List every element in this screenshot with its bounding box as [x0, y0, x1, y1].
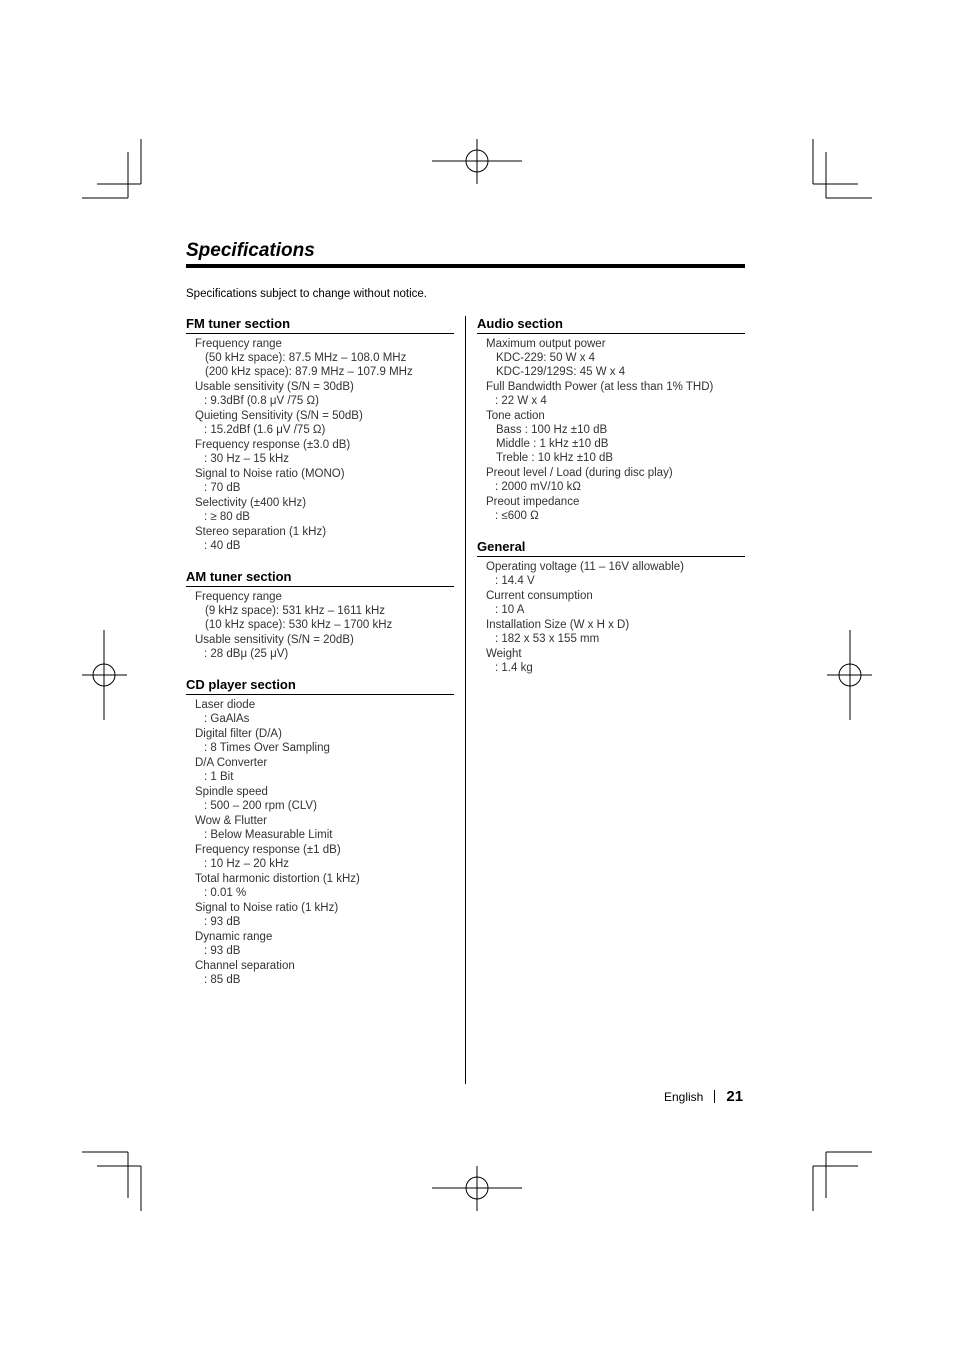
spec-label: Installation Size (W x H x D)	[486, 619, 630, 631]
spec-value: : 0.01 %	[204, 887, 247, 899]
spec-value: : 30 Hz – 15 kHz	[204, 453, 290, 465]
section-heading: FM tuner section	[186, 316, 454, 334]
spec-entry	[486, 495, 745, 523]
spec-label: Signal to Noise ratio (MONO)	[195, 468, 345, 480]
spec-label: Preout impedance	[486, 496, 580, 508]
spec-entry	[195, 438, 454, 466]
spec-value: : 22 W x 4	[495, 395, 547, 407]
spec-list	[477, 334, 745, 523]
column-divider	[465, 316, 466, 1084]
section-heading: General	[477, 539, 745, 557]
spec-label: D/A Converter	[195, 757, 268, 769]
spec-label: Frequency range	[195, 338, 282, 350]
spec-label: Channel separation	[195, 960, 295, 972]
spec-entry	[486, 618, 745, 646]
spec-label: Laser diode	[195, 699, 256, 711]
spec-value: : 14.4 V	[495, 575, 535, 587]
spec-entry	[486, 409, 745, 465]
spec-value: : 1 Bit	[204, 771, 234, 783]
spec-value: KDC-229: 50 W x 4	[496, 352, 596, 364]
spec-label: Usable sensitivity (S/N = 30dB)	[195, 381, 354, 393]
spec-label: Frequency response (±1 dB)	[195, 844, 341, 856]
page-title: Specifications	[186, 240, 315, 261]
spec-label: Usable sensitivity (S/N = 20dB)	[195, 634, 354, 646]
spec-value: (50 kHz space): 87.5 MHz – 108.0 MHz	[205, 352, 407, 364]
right-column	[477, 316, 745, 691]
spec-value: : 2000 mV/10 kΩ	[495, 481, 581, 493]
spec-label: Total harmonic distortion (1 kHz)	[195, 873, 360, 885]
spec-label: Stereo separation (1 kHz)	[195, 526, 327, 538]
spec-label: Tone action	[486, 410, 545, 422]
spec-entry	[195, 843, 454, 871]
spec-value: Bass : 100 Hz ±10 dB	[496, 424, 608, 436]
spec-entry	[195, 872, 454, 900]
spec-label: Digital filter (D/A)	[195, 728, 282, 740]
spec-value: : 9.3dBf (0.8 μV /75 Ω)	[204, 395, 319, 407]
spec-entry	[195, 337, 454, 379]
spec-entry	[195, 467, 454, 495]
spec-label: Selectivity (±400 kHz)	[195, 497, 307, 509]
spec-value: : 28 dBμ (25 μV)	[204, 648, 289, 660]
section-heading: Audio section	[477, 316, 745, 334]
spec-entry	[486, 466, 745, 494]
spec-entry	[195, 525, 454, 553]
spec-value: (10 kHz space): 530 kHz – 1700 kHz	[205, 619, 393, 631]
spec-value: : ≤600 Ω	[495, 510, 539, 522]
spec-value: (9 kHz space): 531 kHz – 1611 kHz	[205, 605, 386, 617]
spec-list	[186, 587, 454, 661]
spec-value: : 1.4 kg	[495, 662, 533, 674]
spec-label: Current consumption	[486, 590, 593, 602]
spec-value: : 40 dB	[204, 540, 241, 552]
spec-label: Preout level / Load (during disc play)	[486, 467, 673, 479]
spec-value: Treble : 10 kHz ±10 dB	[496, 452, 614, 464]
left-column	[186, 316, 454, 1003]
spec-label: Dynamic range	[195, 931, 273, 943]
spec-value: : Below Measurable Limit	[204, 829, 333, 841]
spec-label: Operating voltage (11 – 16V allowable)	[486, 561, 684, 573]
spec-value: KDC-129/129S: 45 W x 4	[496, 366, 626, 378]
spec-value: : 8 Times Over Sampling	[204, 742, 330, 754]
footer-separator	[714, 1090, 715, 1103]
spec-entry	[195, 727, 454, 755]
spec-value: (200 kHz space): 87.9 MHz – 107.9 MHz	[205, 366, 413, 378]
spec-entry	[195, 785, 454, 813]
spec-value: : 70 dB	[204, 482, 241, 494]
change-notice: Specifications subject to change without notice.	[186, 288, 428, 300]
spec-entry	[195, 496, 454, 524]
title-rule	[186, 264, 745, 268]
footer-language: English	[664, 1090, 704, 1104]
spec-value: : 93 dB	[204, 916, 241, 928]
spec-entry	[195, 930, 454, 958]
spec-label: Signal to Noise ratio (1 kHz)	[195, 902, 339, 914]
spec-list	[186, 334, 454, 553]
spec-label: Weight	[486, 648, 522, 660]
spec-entry	[486, 589, 745, 617]
spec-entry	[486, 337, 745, 379]
am-tuner-section	[186, 569, 454, 661]
spec-entry	[195, 901, 454, 929]
general-section	[477, 539, 745, 675]
spec-label: Frequency response (±3.0 dB)	[195, 439, 351, 451]
spec-entry	[486, 647, 745, 675]
section-heading: AM tuner section	[186, 569, 454, 587]
spec-label: Quieting Sensitivity (S/N = 50dB)	[195, 410, 363, 422]
spec-label: Full Bandwidth Power (at less than 1% THD)	[486, 381, 714, 393]
spec-value: : ≥ 80 dB	[204, 511, 250, 523]
spec-entry	[195, 590, 454, 632]
cd-player-section	[186, 677, 454, 987]
spec-label: Wow & Flutter	[195, 815, 267, 827]
spec-value: : 500 – 200 rpm (CLV)	[204, 800, 317, 812]
spec-entry	[195, 380, 454, 408]
spec-value: : 10 Hz – 20 kHz	[204, 858, 290, 870]
spec-list	[186, 695, 454, 987]
spec-value: : 93 dB	[204, 945, 241, 957]
spec-value: : 182 x 53 x 155 mm	[495, 633, 600, 645]
spec-entry	[486, 560, 745, 588]
audio-section	[477, 316, 745, 523]
spec-label: Spindle speed	[195, 786, 268, 798]
section-heading: CD player section	[186, 677, 454, 695]
spec-label: Maximum output power	[486, 338, 606, 350]
spec-value: : GaAlAs	[204, 713, 250, 725]
spec-entry	[195, 959, 454, 987]
spec-value: Middle : 1 kHz ±10 dB	[496, 438, 609, 450]
fm-tuner-section	[186, 316, 454, 553]
page-footer	[664, 1088, 743, 1105]
spec-list	[477, 557, 745, 675]
spec-entry	[195, 633, 454, 661]
spec-entry	[195, 756, 454, 784]
page-number: 21	[726, 1088, 744, 1105]
spec-value: : 10 A	[495, 604, 525, 616]
spec-value: : 85 dB	[204, 974, 241, 986]
spec-label: Frequency range	[195, 591, 282, 603]
spec-entry	[195, 814, 454, 842]
spec-entry	[486, 380, 745, 408]
spec-value: : 15.2dBf (1.6 μV /75 Ω)	[204, 424, 326, 436]
spec-entry	[195, 409, 454, 437]
spec-entry	[195, 698, 454, 726]
